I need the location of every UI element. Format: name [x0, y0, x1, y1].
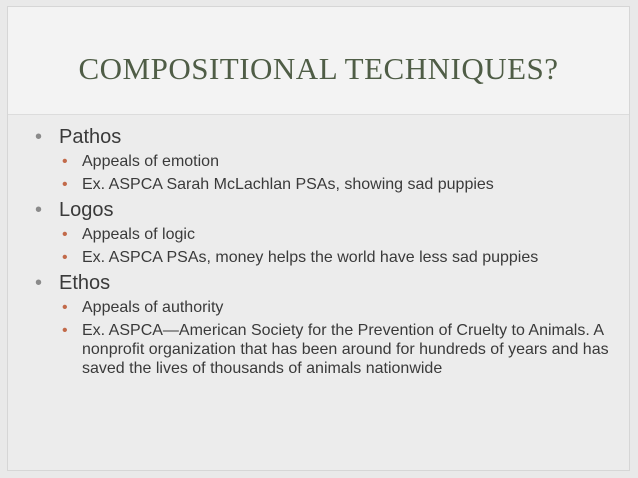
sub-bullet: [35, 225, 615, 244]
bullet-dot-icon: •: [62, 249, 68, 266]
bullet-dot-icon: •: [62, 226, 68, 243]
bullet-dot-icon: •: [35, 199, 43, 221]
sub-bullet-text: Appeals of authority: [82, 299, 224, 316]
sub-bullet-text: Ex. ASPCA Sarah McLachlan PSAs, showing sad puppies: [82, 176, 494, 193]
title-band: [8, 7, 629, 115]
sub-bullet: [35, 248, 615, 267]
sub-list-ethos: [35, 298, 615, 378]
bullet-dot-icon: •: [35, 272, 43, 294]
sub-bullet-text: Ex. ASPCA—American Society for the Prevention of Cruelty to Animals. A nonprofit organization that has been around for hundreds of years and has saved the lives of thousands of animals nationwide: [82, 322, 609, 377]
bullet-dot-icon: •: [62, 153, 68, 170]
sub-bullet-text: Appeals of emotion: [82, 153, 219, 170]
sub-bullet-text: Appeals of logic: [82, 226, 195, 243]
bullet-heading: Logos: [59, 199, 114, 221]
sub-bullet: [35, 175, 615, 194]
bullet-heading: Ethos: [59, 272, 111, 294]
bullet-pathos: [35, 125, 615, 149]
bullet-ethos: [35, 271, 615, 295]
sub-bullet: [35, 298, 615, 317]
bullet-dot-icon: •: [62, 176, 68, 193]
sub-list-pathos: [35, 152, 615, 194]
sub-list-logos: [35, 225, 615, 267]
slide: [7, 6, 630, 471]
bullet-dot-icon: •: [35, 126, 43, 148]
bullet-dot-icon: •: [62, 322, 68, 339]
slide-content: [35, 125, 615, 382]
slide-title: COMPOSITIONAL TECHNIQUES?: [78, 51, 559, 86]
sub-bullet: [35, 321, 615, 378]
bullet-logos: [35, 198, 615, 222]
bullet-dot-icon: •: [62, 299, 68, 316]
sub-bullet-text: Ex. ASPCA PSAs, money helps the world have less sad puppies: [82, 249, 539, 266]
bullet-heading: Pathos: [59, 126, 122, 148]
sub-bullet: [35, 152, 615, 171]
